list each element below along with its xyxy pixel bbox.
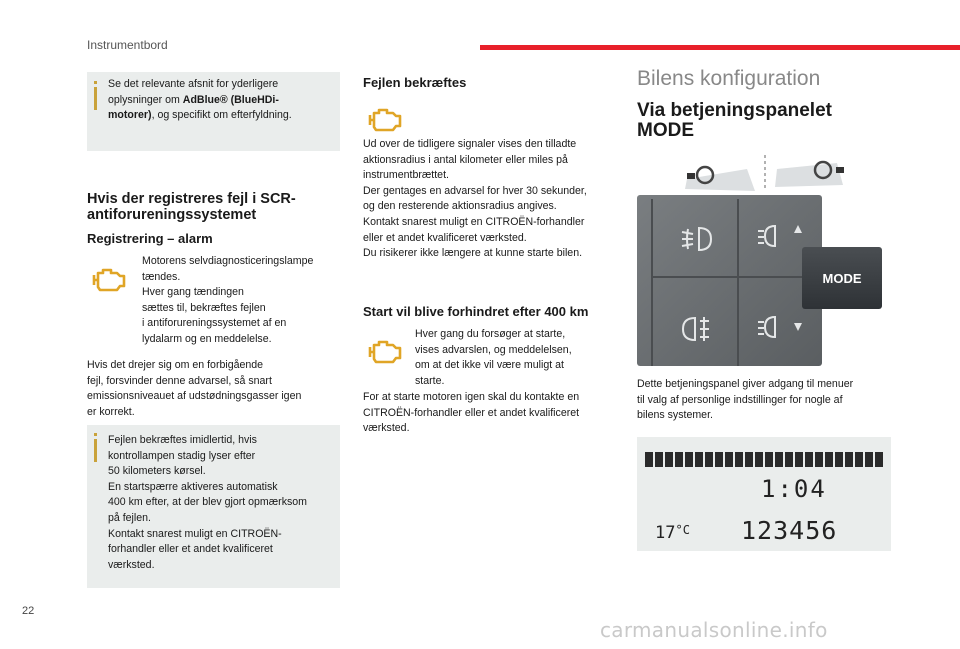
running-header: Instrumentbord <box>87 38 168 52</box>
engine-warning-icon <box>90 266 128 293</box>
lcd-matrix-cell <box>675 452 683 467</box>
lcd-matrix-cell <box>825 452 833 467</box>
instrument-display-illustration <box>637 437 891 551</box>
lcd-matrix-cell <box>835 452 843 467</box>
engine-warning-icon <box>366 338 404 365</box>
info-box-adblue <box>87 72 340 151</box>
lcd-odometer: 123456 <box>741 516 838 545</box>
watermark: carmanualsonline.info <box>600 618 828 642</box>
lcd-matrix-cell <box>665 452 673 467</box>
lcd-matrix-cell <box>735 452 743 467</box>
heading-start-prevented: Start vil blive forhindret efter 400 km <box>363 304 589 319</box>
lcd-matrix-cell <box>805 452 813 467</box>
lcd-matrix-cell <box>845 452 853 467</box>
subheading-alarm: Registrering – alarm <box>87 231 213 246</box>
lcd-matrix-cell <box>695 452 703 467</box>
rhd-steering-icon <box>775 162 844 187</box>
info-icon <box>94 87 97 110</box>
subtitle-mode-panel: Via betjeningspanelet MODE <box>637 100 832 141</box>
lcd-matrix-cell <box>745 452 753 467</box>
lcd-matrix-cell <box>685 452 693 467</box>
lcd-matrix-cell <box>795 452 803 467</box>
mode-button-label: MODE <box>822 271 862 286</box>
lcd-matrix-cell <box>715 452 723 467</box>
engine-warning-icon <box>366 106 404 133</box>
header-accent-bar <box>480 45 960 50</box>
heading-fault-confirmed: Fejlen bekræftes <box>363 75 467 90</box>
lcd-temperature: $17^{^\circ C}$ <box>655 523 690 543</box>
lcd-matrix-cell <box>765 452 773 467</box>
lcd-matrix-cell <box>645 452 653 467</box>
mode-control-panel-illustration <box>637 153 891 366</box>
alarm-text: Motorens selvdiagnosticeringslampe tændes. Hver gang tændingen sættes til, bekræftes fejlen i antiforureningssystemet af en lydalarm og en meddelelse. <box>142 255 314 345</box>
lcd-matrix-cell <box>775 452 783 467</box>
lhd-steering-icon <box>685 167 755 191</box>
lcd-matrix-cell <box>755 452 763 467</box>
info-box-fault-confirmed <box>87 425 340 588</box>
start-prevented-text: Hver gang du forsøger at starte, vises advarslen, og meddelelsen, om at det ikke vil være muligt at starte. <box>415 328 572 387</box>
lcd-matrix-cell <box>855 452 863 467</box>
transient-fault-paragraph: Hvis det drejer sig om en forbigående fejl, forsvinder denne advarsel, så snart emissionsniveauet af udstødningsgasser igen er korrekt. <box>87 359 302 418</box>
lcd-matrix-cell <box>875 452 883 467</box>
section-title-configuration: Bilens konfiguration <box>637 67 821 90</box>
info-text-adblue: Se det relevante afsnit for yderligere oplysninger om AdBlue® (BlueHDi- motorer), og specifikt om efterfyldning. <box>108 78 292 122</box>
lcd-matrix-cell <box>785 452 793 467</box>
lcd-matrix-cell <box>705 452 713 467</box>
mode-panel-description: Dette betjeningspanel giver adgang til menuer til valg af personlige indstillinger for nogle af bilens systemer. <box>637 378 854 422</box>
page-number: 22 <box>22 605 35 617</box>
restart-paragraph: For at starte motoren igen skal du kontakte en CITROËN-forhandler eller et andet kvalificeret værksted. <box>363 391 580 435</box>
lcd-clock: 1:04 <box>761 475 827 503</box>
info-text-fault-confirmed: Fejlen bekræftes imidlertid, hvis kontrollampen stadig lyser efter 50 kilometers kørsel. En startspærre aktiveres automatisk 400 km efter, at der blev gjort opmærksom på fejlen. Kontakt snarest muligt en CITROËN- forhandler eller et andet kvalificeret værksted. <box>108 434 308 571</box>
info-icon <box>94 439 97 462</box>
section-heading-scr: Hvis der registreres fejl i SCR- antiforureningssystemet <box>87 191 296 223</box>
fault-confirmed-paragraph: Ud over de tidligere signaler vises den tilladte aktionsradius i antal kilometer eller miles på instrumentbrættet. Der gentages en advarsel for hver 30 sekunder, og den resterende aktionsradius angives. Kontakt snarest muligt en CITROËN-forhandler eller et andet kvalificeret værksted. Du risikerer ikke længere at kunne starte bilen. <box>363 138 587 260</box>
lcd-matrix-cell <box>655 452 663 467</box>
lcd-matrix-cell <box>865 452 873 467</box>
lcd-matrix-cell <box>815 452 823 467</box>
lcd-matrix-cell <box>725 452 733 467</box>
